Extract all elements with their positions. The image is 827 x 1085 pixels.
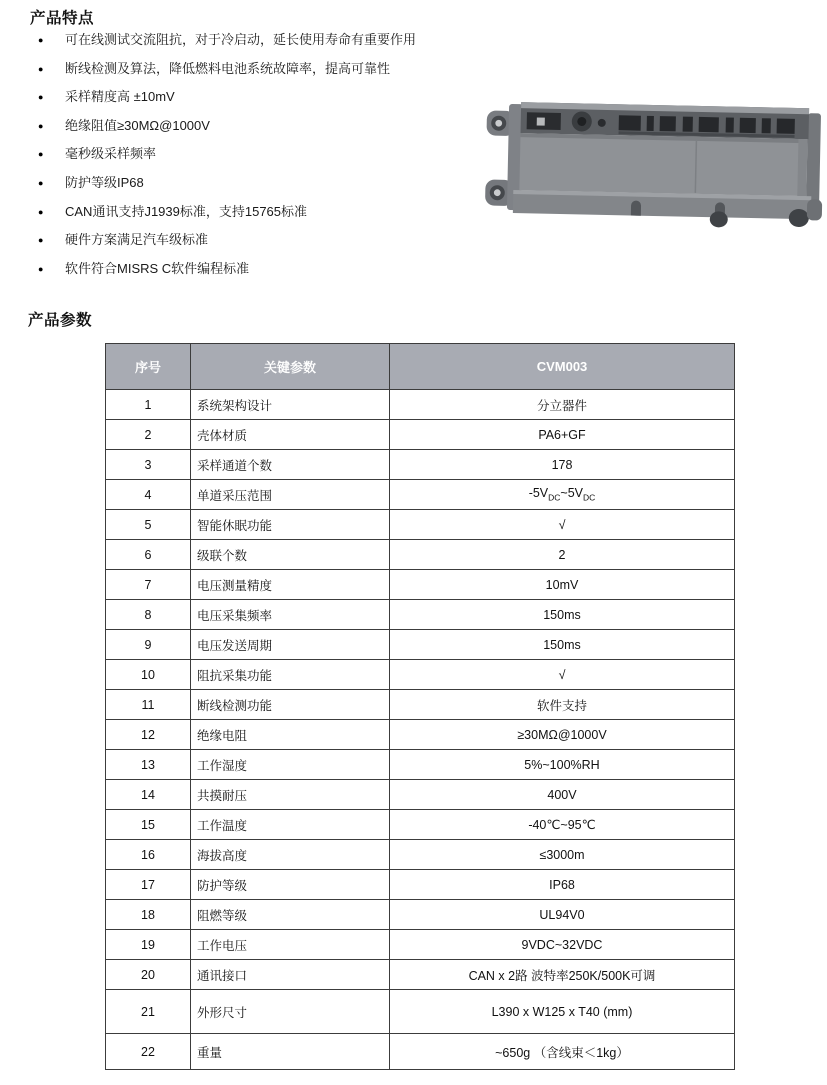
device-tab-right bbox=[807, 199, 822, 220]
param-name: 海拔高度 bbox=[191, 840, 390, 870]
table-row bbox=[106, 540, 735, 570]
table-row bbox=[106, 840, 735, 870]
param-name: 通讯接口 bbox=[191, 960, 390, 990]
feature-text: 断线检测及算法，降低燃料电池系统故障率，提高可靠性 bbox=[65, 60, 391, 76]
feature-text: 毫秒级采样频率 bbox=[65, 146, 157, 162]
row-index: 3 bbox=[106, 450, 191, 480]
param-name: 防护等级 bbox=[191, 870, 390, 900]
param-name: 工作电压 bbox=[191, 930, 390, 960]
row-index: 6 bbox=[106, 540, 191, 570]
param-name: 阻抗采集功能 bbox=[191, 660, 390, 690]
param-value: 178 bbox=[390, 450, 735, 480]
feature-list-item bbox=[38, 231, 518, 260]
param-value: -40℃~95℃ bbox=[390, 810, 735, 840]
row-index: 2 bbox=[106, 420, 191, 450]
row-index: 19 bbox=[106, 930, 191, 960]
features-list bbox=[38, 31, 518, 288]
feature-list-item bbox=[38, 117, 518, 146]
param-value: 分立器件 bbox=[390, 390, 735, 420]
feature-text: 软件符合MISRS C软件编程标准 bbox=[65, 260, 250, 276]
param-value: ≤3000m bbox=[390, 840, 735, 870]
row-index: 16 bbox=[106, 840, 191, 870]
row-index: 4 bbox=[106, 480, 191, 510]
param-name: 重量 bbox=[191, 1034, 390, 1070]
table-row bbox=[106, 960, 735, 990]
param-value: 2 bbox=[390, 540, 735, 570]
parameters-section-title: 产品参数 bbox=[28, 312, 93, 329]
feature-list-item bbox=[38, 88, 518, 117]
feature-text: 可在线测试交流阻抗，对于冷启动，延长使用寿命有重要作用 bbox=[65, 32, 417, 47]
param-value: ≥30MΩ@1000V bbox=[390, 720, 735, 750]
table-row bbox=[106, 570, 735, 600]
param-name: 智能休眠功能 bbox=[191, 510, 390, 540]
param-name: 系统架构设计 bbox=[191, 390, 390, 420]
feature-list-item bbox=[38, 60, 518, 89]
row-index: 18 bbox=[106, 900, 191, 930]
param-value: 5%~100%RH bbox=[390, 750, 735, 780]
param-value: 150ms bbox=[390, 600, 735, 630]
table-row bbox=[106, 630, 735, 660]
param-value: 150ms bbox=[390, 630, 735, 660]
row-index: 13 bbox=[106, 750, 191, 780]
param-name: 断线检测功能 bbox=[191, 690, 390, 720]
feature-text: CAN通讯支持J1939标准，支持15765标准 bbox=[65, 203, 308, 219]
param-value: L390 x W125 x T40 (mm) bbox=[390, 990, 735, 1034]
table-row bbox=[106, 690, 735, 720]
column-header-index: 序号 bbox=[106, 344, 191, 390]
bullet-icon: ● bbox=[38, 263, 44, 274]
param-name: 采样通道个数 bbox=[191, 450, 390, 480]
table-row bbox=[106, 750, 735, 780]
param-value: 400V bbox=[390, 780, 735, 810]
row-index: 9 bbox=[106, 630, 191, 660]
param-value: PA6+GF bbox=[390, 420, 735, 450]
param-name: 电压发送周期 bbox=[191, 630, 390, 660]
table-row bbox=[106, 420, 735, 450]
features-section-title: 产品特点 bbox=[30, 10, 95, 27]
feature-list-item bbox=[38, 31, 518, 60]
param-name: 工作湿度 bbox=[191, 750, 390, 780]
row-index: 21 bbox=[106, 990, 191, 1034]
row-index: 1 bbox=[106, 390, 191, 420]
param-name: 绝缘电阻 bbox=[191, 720, 390, 750]
feature-text: 绝缘阻值≥30MΩ@1000V bbox=[65, 117, 210, 133]
table-row bbox=[106, 900, 735, 930]
column-header-key-param: 关键参数 bbox=[191, 344, 390, 390]
row-index: 5 bbox=[106, 510, 191, 540]
table-row bbox=[106, 990, 735, 1034]
row-index: 17 bbox=[106, 870, 191, 900]
param-value: √ bbox=[390, 660, 735, 690]
param-name: 壳体材质 bbox=[191, 420, 390, 450]
table-row bbox=[106, 780, 735, 810]
feature-list-item bbox=[38, 174, 518, 203]
param-value: 软件支持 bbox=[390, 690, 735, 720]
table-header-row bbox=[106, 344, 735, 390]
row-index: 22 bbox=[106, 1034, 191, 1070]
column-header-model: CVM003 bbox=[390, 344, 735, 390]
table-row bbox=[106, 510, 735, 540]
row-index: 10 bbox=[106, 660, 191, 690]
device-top-rail bbox=[521, 102, 810, 139]
bullet-icon: ● bbox=[38, 177, 44, 188]
bullet-icon: ● bbox=[38, 235, 44, 246]
table-row bbox=[106, 930, 735, 960]
row-index: 15 bbox=[106, 810, 191, 840]
table-row bbox=[106, 1034, 735, 1070]
row-index: 8 bbox=[106, 600, 191, 630]
row-index: 7 bbox=[106, 570, 191, 600]
feature-list-item bbox=[38, 203, 518, 232]
param-value: √ bbox=[390, 510, 735, 540]
param-value: 10mV bbox=[390, 570, 735, 600]
bullet-icon: ● bbox=[38, 92, 44, 103]
bullet-icon: ● bbox=[38, 63, 44, 74]
feature-text: 硬件方案满足汽车级标准 bbox=[65, 232, 209, 248]
table-row bbox=[106, 390, 735, 420]
parameters-table bbox=[105, 343, 735, 1070]
bullet-icon: ● bbox=[38, 120, 44, 131]
table-row bbox=[106, 600, 735, 630]
table-row bbox=[106, 660, 735, 690]
table-row bbox=[106, 810, 735, 840]
param-value: ~650g （含线束＜1kg） bbox=[390, 1034, 735, 1070]
row-index: 20 bbox=[106, 960, 191, 990]
table-row bbox=[106, 720, 735, 750]
param-value: CAN x 2路 波特率250K/500K可调 bbox=[390, 960, 735, 990]
param-value: UL94V0 bbox=[390, 900, 735, 930]
row-index: 11 bbox=[106, 690, 191, 720]
table-row bbox=[106, 450, 735, 480]
device-image bbox=[484, 86, 826, 234]
feature-text: 采样精度高 ±10mV bbox=[65, 89, 175, 105]
param-name: 电压采集频率 bbox=[191, 600, 390, 630]
param-name: 单道采压范围 bbox=[191, 480, 390, 510]
param-name: 电压测量精度 bbox=[191, 570, 390, 600]
param-name: 工作温度 bbox=[191, 810, 390, 840]
row-index: 12 bbox=[106, 720, 191, 750]
bullet-icon: ● bbox=[38, 149, 44, 160]
product-photo bbox=[484, 86, 826, 234]
param-value: $-5V_{DC}\sim 5V_{DC}$ bbox=[390, 480, 735, 510]
feature-list-item bbox=[38, 145, 518, 174]
param-name: 外形尺寸 bbox=[191, 990, 390, 1034]
feature-list-item bbox=[38, 260, 518, 289]
table-row bbox=[106, 870, 735, 900]
param-name: 级联个数 bbox=[191, 540, 390, 570]
feature-text: 防护等级IP68 bbox=[65, 174, 144, 190]
bullet-icon: ● bbox=[38, 206, 44, 217]
row-index: 14 bbox=[106, 780, 191, 810]
bullet-icon: ● bbox=[38, 35, 44, 45]
param-value: 9VDC~32VDC bbox=[390, 930, 735, 960]
table-row bbox=[106, 480, 735, 510]
param-value: IP68 bbox=[390, 870, 735, 900]
device-main-face bbox=[519, 133, 807, 196]
param-name: 共摸耐压 bbox=[191, 780, 390, 810]
param-name: 阻燃等级 bbox=[191, 900, 390, 930]
